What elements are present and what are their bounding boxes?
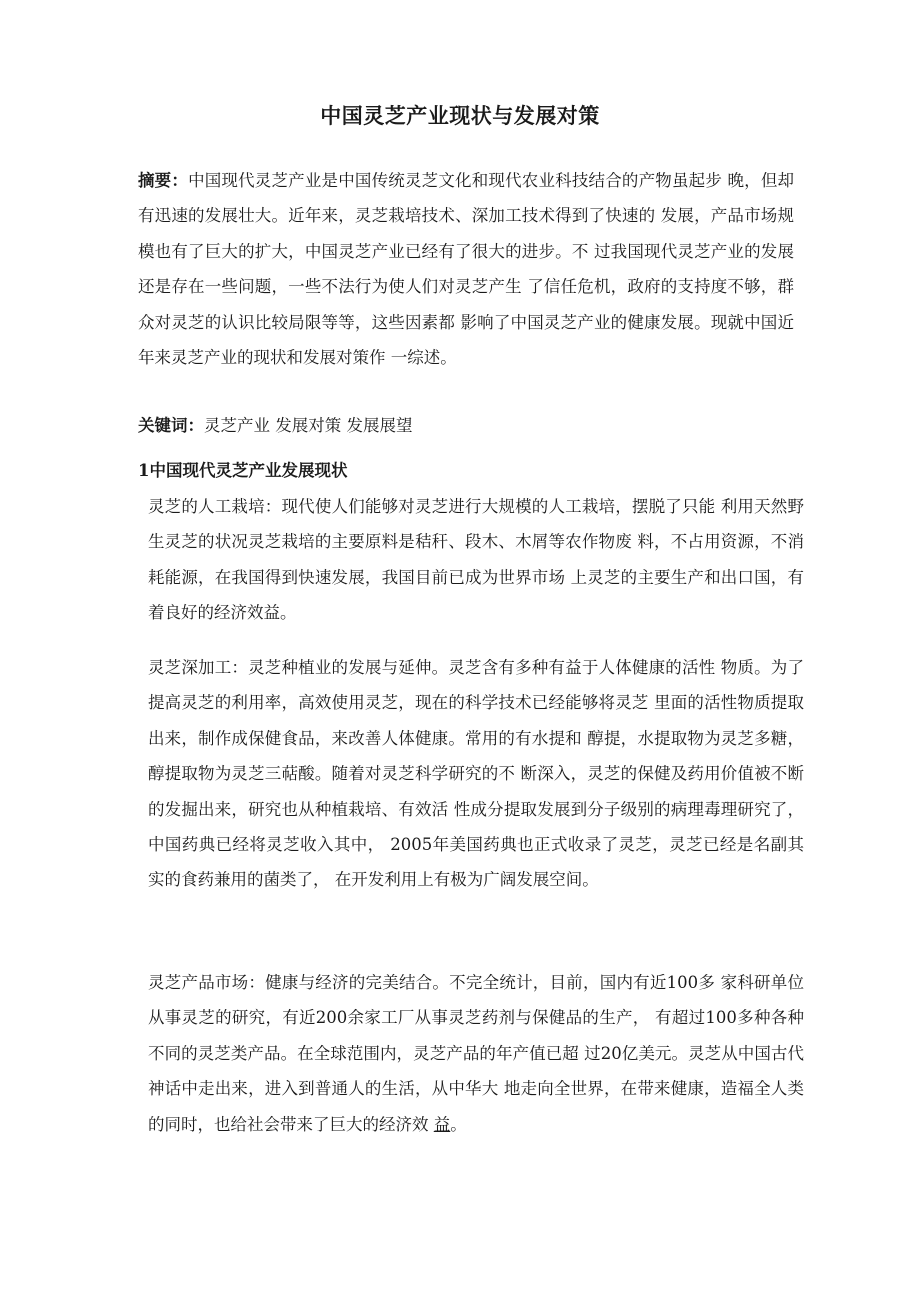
document-title: 中国灵芝产业现状与发展对策 — [320, 103, 600, 128]
keywords-line — [138, 408, 794, 443]
paragraph-market-underlined: 益 — [433, 1114, 451, 1134]
paragraph-cultivation: 灵芝的人工栽培：现代使人们能够对灵芝进行大规模的人工栽培，摆脱了只能 利用天然野生灵芝的状况灵芝栽培的主要原料是秸秆、段木、木屑等农作物废 料，不占用资源，不消耗能源，在我国得到快速发展，我国目前已成为世界市场 上灵芝的主要生产和出口国，有着良好的经济效益。 — [148, 497, 804, 623]
abstract-label: 摘要： — [138, 171, 189, 190]
abstract-text: 中国现代灵芝产业是中国传统灵芝文化和现代农业科技结合的产物虽起步 晚，但却有迅速的发展壮大。近年来，灵芝栽培技术、深加工技术得到了快速的 发展，产品市场规模也有了巨大的扩大，中国灵芝产业已经有了很大的进步。不 过我国现代灵芝产业的发展还是存在一些问题，一些不法行为使人们对灵芝产生 了信任危机，政府的支持度不够，群众对灵芝的认识比较局限等等，这些因素都 影响了中国灵芝产业的健康发展。现就中国近年来灵芝产业的现状和发展对策作 一综述。 — [138, 171, 794, 368]
paragraph-market-text: 灵芝产品市场：健康与经济的完美结合。不完全统计，目前，国内有近100多 家科研单位从事灵芝的研究，有近200余家工厂从事灵芝药剂与保健品的生产， 有超过100多种各种不同的灵芝类产品。在全球范围内，灵芝产品的年产值已超 过20亿美元。灵芝从中国古代神话中走出来，进入到普通人的生活，从中华大 地走向全世界，在带来健康，造福全人类的同时，也给社会带来了巨大的经济效 — [148, 973, 804, 1134]
keywords-label: 关键词： — [138, 416, 204, 435]
paragraph-deep-processing: 灵芝深加工：灵芝种植业的发展与延伸。灵芝含有多种有益于人体健康的活性 物质。为了提高灵芝的利用率，高效使用灵芝，现在的科学技术已经能够将灵芝 里面的活性物质提取出来，制作成保健食品，来改善人体健康。常用的有水提和 醇提，水提取物为灵芝多糖，醇提取物为灵芝三萜酸。随着对灵芝科学研究的不 断深入，灵芝的保健及药用价值被不断的发掘出来，研究也从种植栽培、有效活 性成分提取发展到分子级别的病理毒理研究了，中国药典已经将灵芝收入其中， 2005年美国药典也正式收录了灵芝，灵芝已经是名副其实的食药兼用的菌类了， 在开发利用上有极为广阔发展空间。 — [148, 658, 804, 890]
keywords-text: 灵芝产业 发展对策 发展展望 — [204, 416, 413, 435]
abstract-paragraph — [138, 163, 794, 375]
paragraph-market — [138, 965, 804, 1142]
paragraph-market-end: 。 — [450, 1114, 467, 1134]
section-heading: 1中国现代灵芝产业发展现状 — [138, 461, 348, 480]
